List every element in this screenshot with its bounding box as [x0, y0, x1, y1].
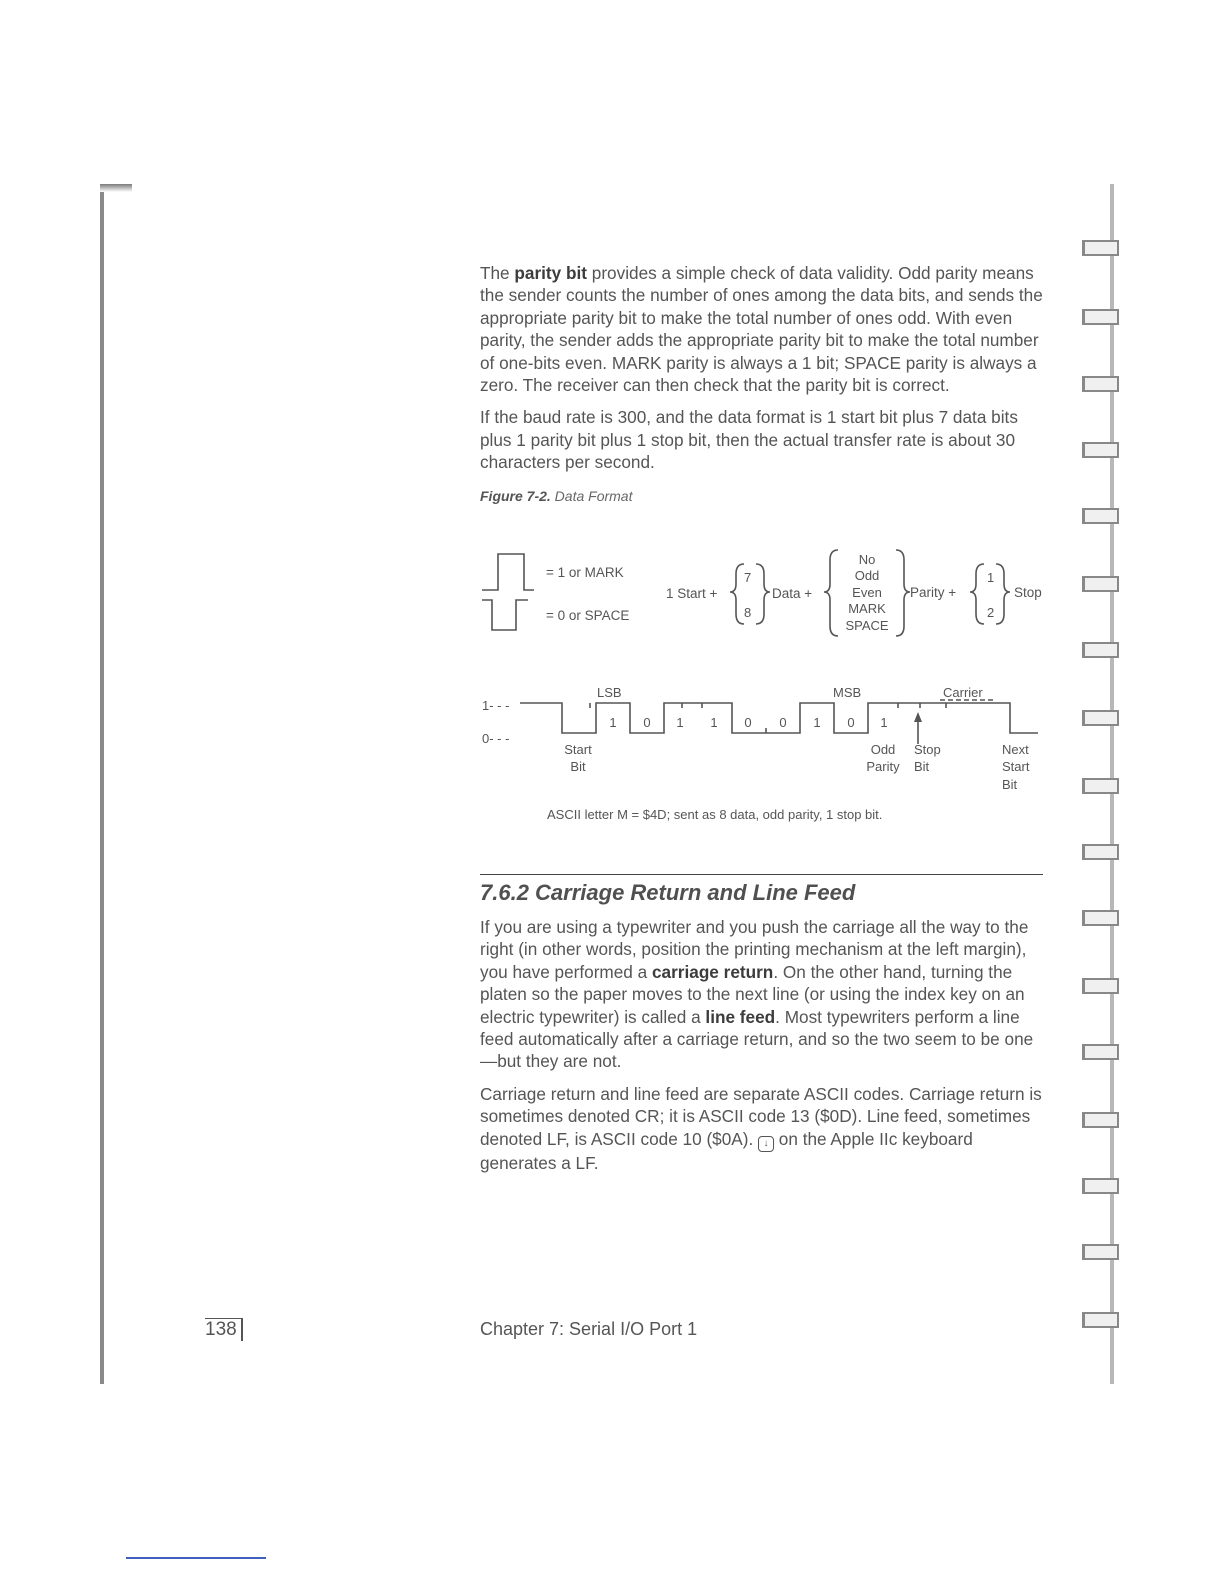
- next-start-label: Bit: [1002, 777, 1018, 792]
- odd-parity-label: Odd: [870, 742, 896, 757]
- data-bits-8: 8: [744, 605, 752, 620]
- binding-coil: [1082, 1174, 1116, 1194]
- start-bit-label: Bit: [570, 759, 586, 774]
- data-format-diagram: [470, 540, 1050, 840]
- running-footer: Chapter 7: Serial I/O Port 1: [480, 1319, 698, 1339]
- stop-bits-2: 2: [987, 605, 995, 620]
- binding-coil: [1082, 974, 1116, 994]
- binding-coil: [1082, 774, 1116, 794]
- data-label: Data +: [772, 586, 813, 601]
- binding-coil: [1082, 1308, 1116, 1328]
- parity-option: No: [858, 552, 876, 567]
- paragraph-carriage-return: If you are using a typewriter and you push the carriage all the way to the right (in other words, position the printing mechanism at the left margin), you have performed a carriage return. On the other hand, turning the platen so the paper moves to the next line (or using the index key on an electric typewriter) is called a line feed. Most typewriters perform a line feed automatically after a carriage return, and so the two seem to be one—but they are not.: [480, 917, 1034, 1072]
- stop-arrow-head-icon: [914, 712, 922, 722]
- binding-coil: [1082, 1108, 1116, 1128]
- parity-brace-left: [824, 550, 838, 636]
- stop-bit-label: Stop: [914, 742, 941, 757]
- binding-coil: [1082, 438, 1116, 458]
- binding-coil: [1082, 706, 1116, 726]
- stop-brace-left: [970, 564, 984, 624]
- level-one-label: 1- - -: [482, 698, 510, 713]
- mark-label: = 1 or MARK: [546, 565, 624, 580]
- binding-coil: [1082, 840, 1116, 860]
- bit-value: 1: [880, 715, 888, 730]
- carrier-label: Carrier: [943, 685, 983, 700]
- parity-label: Parity +: [910, 585, 957, 600]
- parity-option: SPACE: [845, 618, 889, 633]
- bit-value: 0: [744, 715, 752, 730]
- bit-value: 0: [847, 715, 855, 730]
- space-label: = 0 or SPACE: [546, 608, 630, 623]
- mark-pulse-icon: [482, 554, 534, 590]
- parity-option: Odd: [854, 568, 880, 583]
- bottom-line: [126, 1557, 266, 1559]
- bit-value: 1: [676, 715, 684, 730]
- odd-parity-label: Parity: [866, 759, 900, 774]
- bit-value: 0: [779, 715, 787, 730]
- stop-brace-right: [996, 564, 1010, 624]
- bit-value: 1: [609, 715, 617, 730]
- data-brace-right: [756, 564, 770, 624]
- figure-caption: Figure 7-2. Data Format: [480, 487, 633, 504]
- start-bit-label: Start: [564, 742, 592, 757]
- page-corner: [100, 184, 132, 192]
- paragraph-parity: The parity bit provides a simple check of data validity. Odd parity means the sender counts the number of ones among the data bits, and sends the appropriate parity bit to make the total number of ones odd. With even parity, the sender adds the appropriate parity bit to make the total number of one-bits even. MARK parity is always a 1 bit; SPACE parity is always a zero. The receiver can then check that the parity bit is correct.: [480, 263, 1043, 396]
- binding-coil: [1082, 504, 1116, 524]
- next-start-label: Start: [1002, 759, 1030, 774]
- body-text-bottom: [480, 916, 1046, 1184]
- parity-brace-right: [896, 550, 910, 636]
- paragraph-ascii-codes: Carriage return and line feed are separate ASCII codes. Carriage return is sometimes denoted CR; it is ASCII code 13 ($0D). Line feed, sometimes denoted LF, is ASCII code 10 ($0A). ↓ on the Apple IIc keyboard generates a LF.: [480, 1083, 1042, 1173]
- figure-bottom-caption: ASCII letter M = $4D; sent as 8 data, odd parity, 1 stop bit.: [547, 807, 883, 822]
- next-start-label: Next: [1002, 742, 1029, 757]
- body-text-top: [480, 262, 1046, 514]
- binding-coil: [1082, 906, 1116, 926]
- bit-value: 1: [813, 715, 821, 730]
- binding-coil: [1082, 372, 1116, 392]
- binding-coil: [1082, 638, 1116, 658]
- data-bits-7: 7: [744, 570, 752, 585]
- msb-label: MSB: [833, 685, 862, 700]
- parity-option: MARK: [848, 601, 886, 616]
- start-label: 1 Start +: [666, 586, 718, 601]
- down-arrow-key-icon: ↓: [758, 1136, 774, 1152]
- stop-bits-1: 1: [987, 570, 995, 585]
- data-brace-left: [730, 564, 744, 624]
- binding-coil: [1082, 1240, 1116, 1260]
- bit-value: 0: [643, 715, 651, 730]
- lsb-label: LSB: [597, 685, 622, 700]
- stop-bit-label: Bit: [914, 759, 930, 774]
- binding-coil: [1082, 236, 1116, 256]
- binding-coil: [1082, 1040, 1116, 1060]
- section-divider: [480, 874, 1043, 875]
- bit-value: 1: [710, 715, 718, 730]
- section-heading: 7.6.2 Carriage Return and Line Feed: [480, 880, 856, 905]
- page-number: 138: [205, 1318, 243, 1341]
- space-pulse-icon: [482, 600, 528, 630]
- parity-option: Even: [852, 585, 882, 600]
- binding-coil: [1082, 572, 1116, 592]
- page-edge: [100, 184, 104, 1384]
- stop-label: Stop: [1014, 585, 1042, 600]
- binding-coil: [1082, 305, 1116, 325]
- paragraph-baud-rate: If the baud rate is 300, and the data format is 1 start bit plus 7 data bits plus 1 parity bit plus 1 stop bit, then the actual transfer rate is about 30 characters per second.: [480, 407, 1018, 473]
- level-zero-label: 0- - -: [482, 731, 510, 746]
